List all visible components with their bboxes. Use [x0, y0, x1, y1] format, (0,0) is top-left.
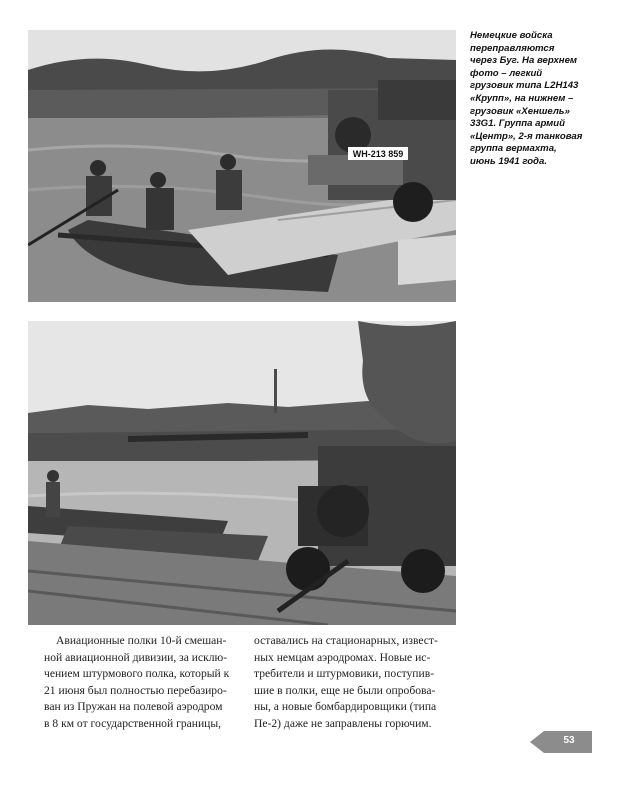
caption-line: июнь 1941 года.	[470, 155, 547, 167]
body-line: ных немцам аэродромах. Новые ис-	[254, 650, 431, 664]
body-line: шие в полки, еще не были опробова-	[254, 683, 436, 697]
caption-line: «Центр», 2-я танковая	[470, 130, 583, 142]
body-line: Авиационные полки 10-й смешан-	[56, 634, 227, 647]
truck-license-plate: WH-213 859	[352, 149, 404, 159]
caption-line: фото – легкий	[470, 67, 543, 79]
body-line: оставались на стационарных, извест-	[254, 634, 438, 647]
body-line: Пе-2) даже не заправлены горючим.	[254, 716, 432, 730]
body-line: в 8 км от государственной границы,	[44, 716, 222, 730]
caption-line: 33G1. Группа армий	[470, 118, 566, 130]
photo-top-image	[28, 30, 456, 302]
page-number: 53	[563, 735, 575, 746]
body-text-right-column	[254, 633, 444, 733]
photo-bottom-image	[28, 321, 456, 625]
body-line: ван из Пружан на полевой аэродром	[44, 700, 223, 714]
caption-line: через Буг. На верхнем	[470, 55, 578, 67]
body-line: чением штурмового полка, который к	[44, 667, 230, 681]
caption-line: грузовик типа L2H143	[470, 80, 579, 92]
body-line: ны, а новые бомбардировщики (типа	[254, 700, 437, 714]
page-number-tab	[530, 731, 592, 753]
body-line: 21 июня был полностью перебазиро-	[44, 683, 227, 697]
caption-line: «Крупп», на нижнем –	[470, 92, 574, 104]
caption-line: грузовик «Хеншель»	[470, 105, 570, 117]
caption-line: переправляются	[470, 42, 555, 54]
body-line: требители и штурмовики, поступив-	[254, 667, 435, 681]
photo-bottom-pontoon-bridge	[28, 321, 456, 625]
photo-top-river-crossing	[28, 30, 456, 302]
caption-line: группа вермахта,	[470, 143, 557, 155]
body-line: ной авиационной дивизии, за исклю-	[44, 650, 228, 664]
caption-line: Немецкие войска	[470, 30, 553, 41]
body-text-left-column	[44, 633, 234, 733]
photo-caption	[470, 30, 600, 169]
